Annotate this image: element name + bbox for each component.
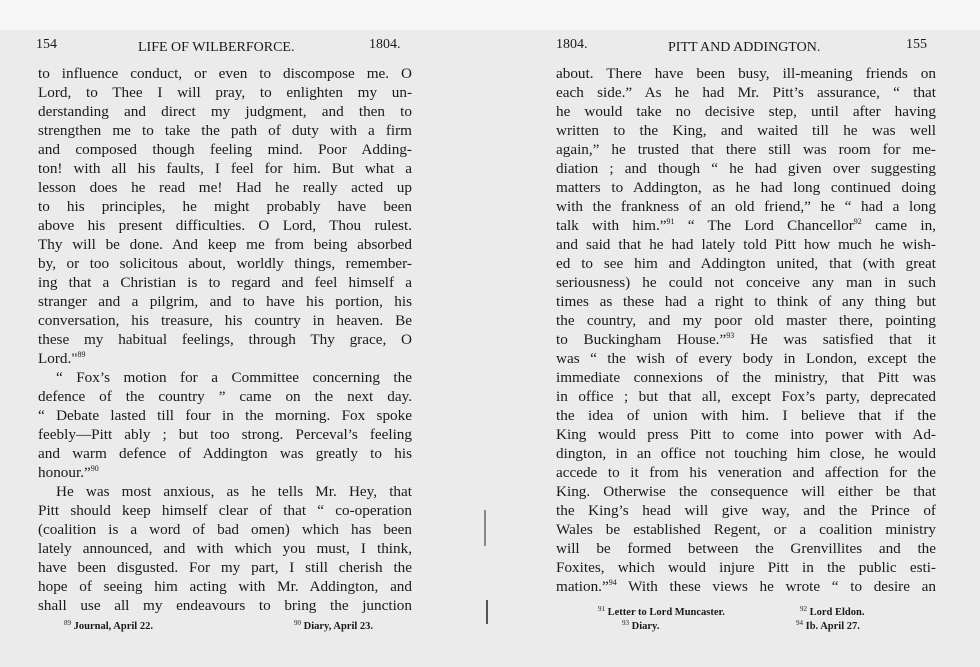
text-line: talk with him.”$^{91}$ “ The Lord Chancellor$^{92}$ came in, — [556, 217, 936, 234]
text-line: above his present difficulties. O Lord, Thou rulest. — [38, 217, 412, 234]
right-page — [490, 0, 980, 667]
text-line: King would press Pitt to come into power with Ad- — [556, 426, 936, 443]
text-line: Lord."$^{89}$ — [38, 350, 86, 367]
text-line: matters to Addington, as he had long continued doing — [556, 179, 936, 196]
text-line: defence of the country ” came on the next day. — [38, 388, 412, 405]
footnote-ref: 91 — [666, 217, 675, 226]
text-line: the idea of union with him. I believe that if the — [556, 407, 936, 424]
footnote: $^{90}$ Diary, April 23. — [294, 619, 374, 632]
text-line: lately announced, and with which you must, I think, — [38, 540, 412, 557]
text-line: shall use all my endeavours to bring the junction — [38, 597, 412, 614]
text-line: “ Debate lasted till four in the morning. Fox spoke — [38, 407, 412, 424]
text-line: and warm defence of Addington was greatly to his — [38, 445, 412, 462]
footnote: $^{89}$ Journal, April 22. — [64, 619, 153, 632]
text-line: He was most anxious, as he tells Mr. Hey, that — [56, 483, 412, 500]
text-line: King. Otherwise the consequence will either be that — [556, 483, 936, 500]
text-line: Thy will be done. And keep me from being absorbed — [38, 236, 412, 253]
running-year: 1804. — [556, 37, 588, 52]
text-line: with the frankness of an old friend,” he “ had a long — [556, 198, 936, 215]
text-line: to his principles, he might probably have been — [38, 198, 412, 215]
text-line: hope of seeing him acting with Mr. Addington, and — [38, 578, 412, 595]
text-line: ed to see him and Addington united, that (with great — [556, 255, 936, 272]
text-line: derstanding and direct my judgment, and then to — [38, 103, 412, 120]
footnote-ref: 90 — [90, 464, 99, 473]
page-number: 155 — [906, 37, 927, 52]
text-line: to influence conduct, or even to discompose me. O — [38, 65, 412, 82]
gutter-scan-mark — [486, 600, 488, 624]
text-line: lesson does he read me! Had he really acted up — [38, 179, 412, 196]
footnote: $^{92}$ Lord Eldon. — [800, 605, 865, 618]
text-line: these my habitual feelings, through Thy grace, O — [38, 331, 412, 348]
text-line: in office ; but that all, except Fox’s party, deprecated — [556, 388, 936, 405]
running-year: 1804. — [369, 37, 401, 52]
text-line: will be formed between the Grenvillites and the — [556, 540, 936, 557]
footnote-ref: 93 — [726, 331, 735, 340]
text-line: about. There have been busy, ill-meaning friends on — [556, 65, 936, 82]
footnote-number: 91 — [598, 605, 605, 613]
text-line: seriousness) he could not conceive any man in such — [556, 274, 936, 291]
text-line: each side.” As he had Mr. Pitt’s assurance, “ that — [556, 84, 936, 101]
text-line: written to the King, and waited till he was well — [556, 122, 936, 139]
footnote: $^{94}$ Ib. April 27. — [796, 619, 860, 632]
text-line: mation.”$^{94}$ With these views he wrote “ to desire an — [556, 578, 936, 595]
text-line: strengthen me to take the path of duty with a firm — [38, 122, 412, 139]
text-line: have been disgusted. For my part, I still cherish the — [38, 559, 412, 576]
footnote-ref: 92 — [853, 217, 862, 226]
footnote-number: 92 — [800, 605, 807, 613]
text-line: by, or too solicitous about, worldly things, remember- — [38, 255, 412, 272]
text-line: immediate connexions of the ministry, that Pitt was — [556, 369, 936, 386]
text-line: Pitt should keep himself clear of that “ co-operation — [38, 502, 412, 519]
text-line: the King’s head will give way, and the Prince of — [556, 502, 936, 519]
footnote-ref: 94 — [608, 578, 617, 587]
footnote: $^{93}$ Diary. — [622, 619, 660, 632]
gutter-scan-mark — [484, 510, 486, 546]
text-line: Lord, to Thee I will pray, to enlighten my un- — [38, 84, 412, 101]
text-line: diation ; and though “ he had given over suggesting — [556, 160, 936, 177]
text-line: feebly—Pitt ably ; but too strong. Perceval’s feeling — [38, 426, 412, 443]
text-line: to Buckingham House.”$^{93}$ He was satisfied that it — [556, 331, 936, 348]
text-line: Wales be established Regent, or a coalition ministry — [556, 521, 936, 538]
text-line: ing that a Christian is to regard and feel himself a — [38, 274, 412, 291]
page-body-text — [38, 64, 412, 615]
text-line: (coalition is a word of bad omen) which has been — [38, 521, 412, 538]
page-body-text — [556, 64, 936, 596]
text-line: the country, and my poor old master there, pointing — [556, 312, 936, 329]
text-line: accede to it from his veneration and affection for the — [556, 464, 936, 481]
text-line: ton! with all his faults, I feel for him. But what a — [38, 160, 412, 177]
text-line: honour.”$^{90}$ — [38, 464, 99, 481]
running-title: PITT AND ADDINGTON. — [668, 40, 821, 55]
running-title: LIFE OF WILBERFORCE. — [138, 40, 295, 55]
footnote-number: 93 — [622, 619, 629, 627]
text-line: times as these had a right to think of any thing but — [556, 293, 936, 310]
text-line: Foxites, which would injure Pitt in the public esti- — [556, 559, 936, 576]
text-line: stranger and a pilgrim, and to have his portion, his — [38, 293, 412, 310]
footnote-number: 89 — [64, 619, 71, 627]
footnote-ref: 89 — [77, 350, 86, 359]
text-line: “ Fox’s motion for a Committee concerning the — [56, 369, 412, 386]
text-line: conversation, his treasure, his country in heaven. Be — [38, 312, 412, 329]
text-line: again,” he trusted that there still was room for me- — [556, 141, 936, 158]
text-line: was “ the wish of every body in London, except the — [556, 350, 936, 367]
page-number: 154 — [36, 37, 57, 52]
footnote-number: 90 — [294, 619, 301, 627]
text-line: and composed though feeling mind. Poor Adding- — [38, 141, 412, 158]
text-line: he would take no decisive step, until after having — [556, 103, 936, 120]
footnote: $^{91}$ Letter to Lord Muncaster. — [598, 605, 725, 618]
footnote-number: 94 — [796, 619, 803, 627]
text-line: and said that he had lately told Pitt how much he wish- — [556, 236, 936, 253]
text-line: dington, in an office not touching him close, he would — [556, 445, 936, 462]
